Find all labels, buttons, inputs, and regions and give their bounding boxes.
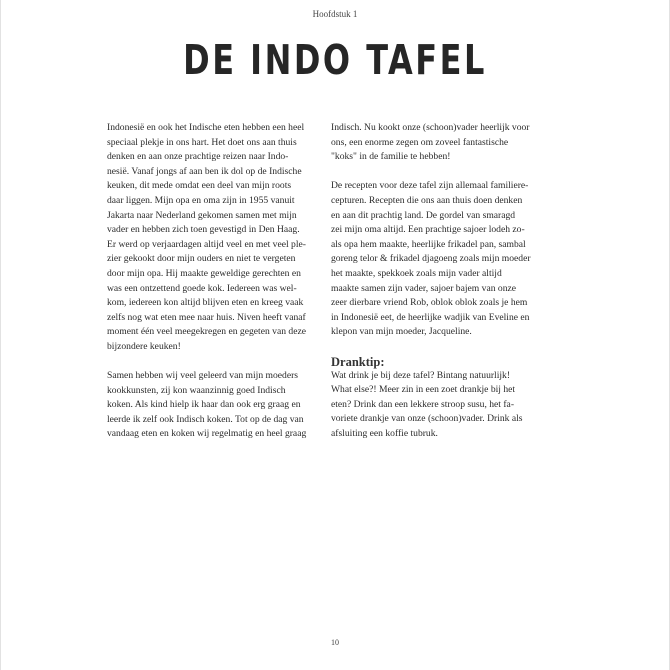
recipes-paragraph: De recepten voor deze tafel zijn allemaal familiere- cepturen. Recepten die ons aan thuis doen denken en aan dit prachtig land. De gordel van smaragd zei mijn oma altijd. Een prachtige sajoer lodeh zo- als opa hem maakte, heerlijke frikadel pan, sambal goreng telor & frikadel djagoeng zoals mijn moeder het maakte, spekkoek zoals mijn vader altijd maakte samen zijn vader, sajoer bajem van onze zeer dierbare vriend Rob, oblok oblok zoals je hem in Indonesië eet, de heerlijke wadjik van Eveline en klepon van mijn moeder, Jacqueline. (331, 180, 531, 338)
page-title: DE INDO TAFEL (183, 36, 487, 84)
left-text-column (107, 121, 325, 457)
chapter-label: Hoofdstuk 1 (312, 9, 358, 19)
cooking-paragraph: Samen hebben wij veel geleerd van mijn moeders kookkunsten, zij kon waanzinnig goed Indisch koken. Als kind hielp ik haar dan ook erg graag en leerde ik zelf ook Indisch koken. Tot op de dag van vandaag eten en koken wij regelmatig en heel graag (107, 370, 307, 440)
right-text-column (331, 121, 553, 456)
drink-tip-paragraph: Wat drink je bij deze tafel? Bintang natuurlijk! What else?! Meer zin in een zoet drankje bij het eten? Drink dan een lekkere stroop susu, het fa- voriete drankje van onze (schoon)vader. Drink als afsluiting een koffie tubruk. (331, 369, 523, 439)
intro-paragraph: Indonesië en ook het Indische eten hebben een heel speciaal plekje in ons hart. Het doet ons aan thuis denken en aan onze prachtige reizen naar Indo- nesië. Vanaf jongs af aan ben ik dol op de Indische keuken, dit mede omdat een deel van mijn roots daar liggen. Mijn opa en oma zijn in 1955 vanuit Jakarta naar Nederland gekomen samen met mijn vader en hebben zich toen gevestigd in Den Haag. Er werd op verjaardagen altijd veel en met veel ple- zier gekookt door mijn ouders en niet te vergeten door mijn opa. Hij maakte geweldige gerechten en was een ontzettend goede kok. Iedereen was wel- kom, iedereen kon altijd blijven eten en kreeg vaak zelfs nog wat eten mee naar huis. Niven heeft vanaf moment één veel meegekregen en gegeten van deze bijzondere keuken! (107, 122, 306, 352)
continuation-paragraph: Indisch. Nu kookt onze (schoon)vader heerlijk voor ons, een enorme zegen om zoveel fantastische "koks" in de familie te hebben! (331, 122, 530, 163)
drink-tip-heading: Dranktip: (331, 354, 385, 369)
page-number: 10 (331, 638, 339, 647)
